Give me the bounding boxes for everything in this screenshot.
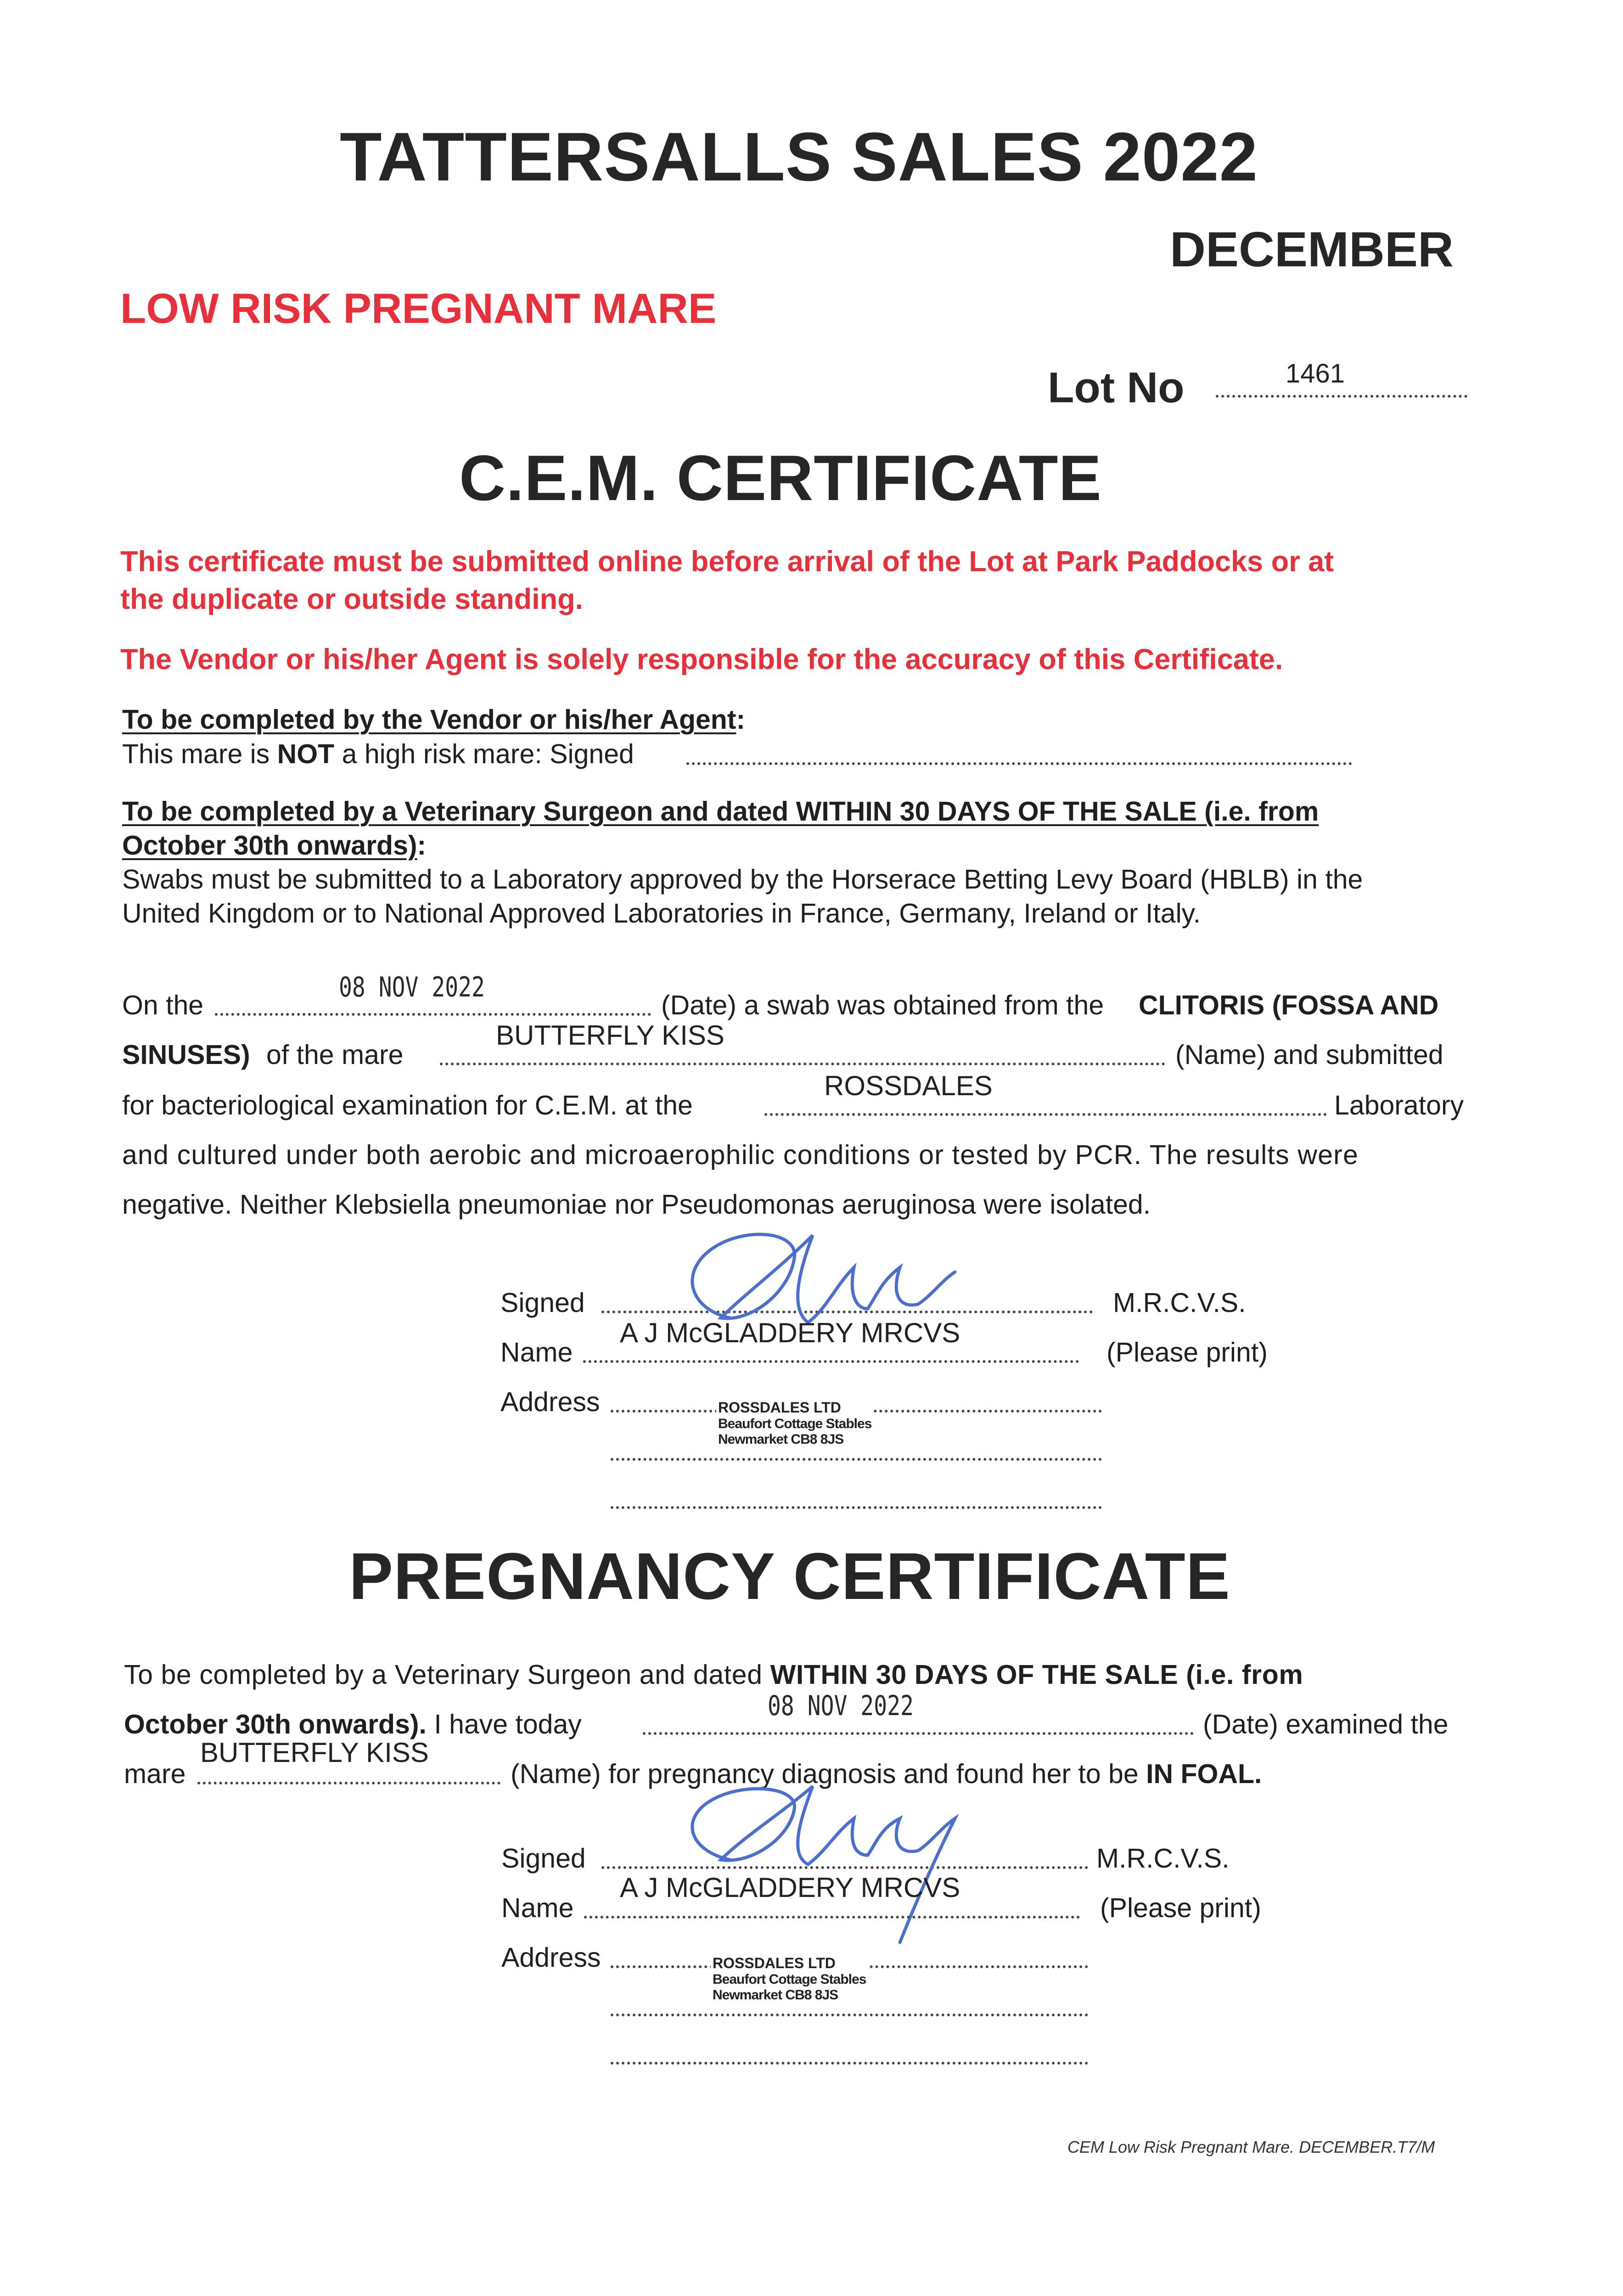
lot-number: 1461 bbox=[1286, 359, 1345, 388]
cem-negative: negative. Neither Klebsiella pneumoniae nor Pseudomonas aeruginosa were isolated. bbox=[122, 1189, 1151, 1220]
preg-mare-name: BUTTERFLY KISS bbox=[200, 1737, 429, 1768]
cem-please-print: (Please print) bbox=[1106, 1337, 1268, 1367]
preg-mare-label: mare bbox=[124, 1759, 186, 1789]
swab-date-line[interactable] bbox=[215, 1013, 651, 1016]
cem-laboratory: Laboratory bbox=[1334, 1090, 1464, 1120]
preg-line1-pre: To be completed by a Veterinary Surgeon and dated bbox=[124, 1660, 770, 1690]
swab-instruction-line2: United Kingdom or to National Approved Laboratories in France, Germany, Ireland or Italy. bbox=[122, 898, 1201, 929]
vendor-heading: To be completed by the Vendor or his/her Agent: bbox=[122, 704, 746, 735]
preg-line2-post: (Date) examined the bbox=[1203, 1709, 1449, 1739]
preg-line3-mid: (Name) for pregnancy diagnosis and found her to be bbox=[511, 1759, 1146, 1789]
preg-name-label: Name bbox=[501, 1893, 574, 1923]
vendor-declaration-pre: This mare is bbox=[122, 739, 277, 769]
preg-line3-in-foal: IN FOAL. bbox=[1146, 1759, 1262, 1789]
vendor-heading-text: To be completed by the Vendor or his/her Agent bbox=[122, 704, 736, 735]
vet-heading-line2-text: October 30th onwards) bbox=[122, 830, 417, 861]
lot-label bbox=[1048, 363, 1185, 412]
cem-name-label: Name bbox=[500, 1337, 573, 1367]
swab-date-stamp: 08 NOV 2022 bbox=[339, 971, 485, 1003]
vet-heading-line2: October 30th onwards): bbox=[122, 830, 427, 861]
cem-of-mare: of the mare bbox=[266, 1040, 404, 1070]
notice-submit-line2: the duplicate or outside standing. bbox=[120, 583, 584, 615]
lot-label-text: Lot No bbox=[1048, 363, 1185, 411]
category-label: LOW RISK PREGNANT MARE bbox=[120, 285, 717, 332]
preg-line2-bold: October 30th onwards). bbox=[124, 1709, 427, 1739]
preg-line2-mid: I have today bbox=[426, 1709, 582, 1739]
lot-number-line bbox=[1216, 395, 1467, 398]
preg-address-line2[interactable] bbox=[611, 2014, 1088, 2016]
cem-cultured: and cultured under both aerobic and microaerophilic conditions or tested by PCR. The results were bbox=[122, 1140, 1359, 1170]
cem-lab-name: ROSSDALES bbox=[824, 1070, 993, 1101]
preg-stamp-line3: Newmarket CB8 8JS bbox=[713, 1987, 838, 2003]
cem-sinuses: SINUSES) bbox=[122, 1040, 250, 1070]
preg-address-line3[interactable] bbox=[611, 2062, 1088, 2065]
preg-stamp-line2: Beaufort Cottage Stables bbox=[713, 1972, 866, 1987]
cem-address-line2[interactable] bbox=[611, 1458, 1102, 1461]
preg-mare-name-line[interactable] bbox=[197, 1782, 500, 1784]
sale-month: DECEMBER bbox=[1170, 221, 1454, 277]
preg-line1-bold: WITHIN 30 DAYS OF THE SALE (i.e. from bbox=[770, 1660, 1303, 1690]
sale-title: TATTERSALLS SALES 2022 bbox=[340, 118, 1258, 195]
lab-name-line[interactable] bbox=[764, 1113, 1327, 1116]
cem-name-suffix: (Name) and submitted bbox=[1175, 1040, 1443, 1070]
cem-stamp-line3: Newmarket CB8 8JS bbox=[718, 1432, 844, 1447]
vet-heading-line1 bbox=[122, 794, 1319, 828]
vendor-signature-line[interactable] bbox=[686, 762, 1352, 765]
preg-address-label: Address bbox=[501, 1942, 601, 1973]
cem-mrcvs: M.R.C.V.S. bbox=[1113, 1288, 1246, 1318]
cem-stamp-line1: ROSSDALES LTD bbox=[718, 1399, 841, 1416]
notice-responsibility: The Vendor or his/her Agent is solely responsible for the accuracy of this Certificate. bbox=[120, 643, 1283, 675]
cem-on-the: On the bbox=[122, 990, 204, 1020]
cem-address-label: Address bbox=[500, 1387, 600, 1417]
vendor-declaration-post: a high risk mare: Signed bbox=[334, 739, 634, 769]
cem-vet-name-line[interactable] bbox=[583, 1360, 1079, 1363]
preg-mrcvs: M.R.C.V.S. bbox=[1096, 1843, 1230, 1874]
vendor-declaration-not: NOT bbox=[277, 739, 335, 769]
cem-address-line3[interactable] bbox=[611, 1506, 1102, 1509]
cem-stamp-line2: Beaufort Cottage Stables bbox=[718, 1416, 872, 1431]
preg-line2 bbox=[124, 1707, 582, 1741]
preg-vet-name: A J McGLADDERY MRCVS bbox=[620, 1872, 960, 1903]
preg-address-stamp bbox=[711, 1954, 868, 2004]
notice-submit-line1: This certificate must be submitted online before arrival of the Lot at Park Paddocks or at bbox=[120, 546, 1334, 578]
cem-date-suffix: (Date) a swab was obtained from the bbox=[661, 990, 1104, 1020]
cem-heading: C.E.M. CERTIFICATE bbox=[459, 442, 1102, 514]
cem-signed-label: Signed bbox=[500, 1288, 585, 1318]
pregnancy-heading: PREGNANCY CERTIFICATE bbox=[349, 1539, 1230, 1613]
cem-mare-name: BUTTERFLY KISS bbox=[496, 1020, 724, 1051]
preg-vet-name-line[interactable] bbox=[584, 1916, 1080, 1919]
preg-signature-icon bbox=[661, 1773, 992, 1956]
preg-please-print: (Please print) bbox=[1100, 1893, 1261, 1923]
cem-address-stamp bbox=[716, 1398, 873, 1448]
vendor-declaration bbox=[122, 737, 634, 771]
exam-date-stamp: 08 NOV 2022 bbox=[768, 1690, 914, 1722]
cem-clitoris: CLITORIS (FOSSA AND bbox=[1139, 990, 1439, 1020]
cem-vet-name: A J McGLADDERY MRCVS bbox=[620, 1317, 960, 1348]
swab-instruction-line1: Swabs must be submitted to a Laboratory approved by the Horserace Betting Levy Board (HBLB) in the bbox=[122, 864, 1363, 895]
form-code: CEM Low Risk Pregnant Mare. DECEMBER.T7/M bbox=[1067, 2138, 1435, 2156]
preg-line1 bbox=[124, 1658, 1303, 1692]
cem-bact: for bacteriological examination for C.E.M. at the bbox=[122, 1090, 693, 1120]
preg-signed-label: Signed bbox=[501, 1843, 586, 1874]
preg-stamp-line1: ROSSDALES LTD bbox=[713, 1955, 836, 1971]
vet-heading-line1-text: To be completed by a Veterinary Surgeon and dated WITHIN 30 DAYS OF THE SALE (i.e. from bbox=[122, 796, 1319, 827]
exam-date-line[interactable] bbox=[643, 1732, 1194, 1735]
mare-name-line[interactable] bbox=[440, 1063, 1165, 1065]
